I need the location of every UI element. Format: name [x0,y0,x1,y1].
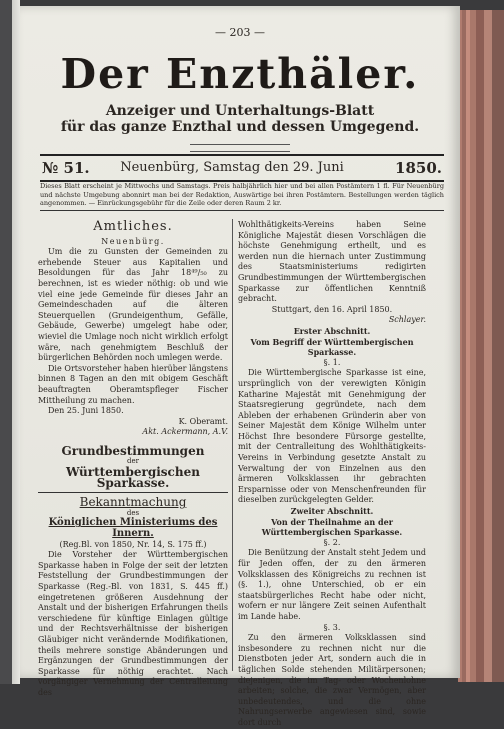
issue-year: 1850. [395,159,442,177]
paragraph: Die Württembergische Sparkasse ist eine, ursprünglich von der verewigten Königin Katharine Majestät mit Genehmigung der Staatsregierung gegründete, nach dem Ableben der erhabenen Gründerin aber von Seiner Majestät dem Könige Wilhelm unter Höchst Ihre besondere Fürsorge gestellte, mit der Centralleitung des Wohlthätigkeits-Vereins in Verbindung gesetzte Anstalt zu Verwaltung der von Einzelnen aus den ärmeren Volksklassen ihr gebrachten Ersparnisse oder von Menschenfreunden für dieselben zurückgelegten Gelder. [238,368,426,505]
date-line: Den 25. Juni 1850. [48,406,124,416]
heading-sparkasse: Württembergischen Sparkasse. [38,467,228,493]
subscription-notice: Dieses Blatt erscheint je Mittwochs und Samstags. Preis halbjährlich hier und bei allen Postämtern 1 fl. Für Neuenbürg und nächste Umgebung abonnirt man bei der Redaktion, Auswärtige bei ihren Postämtern. Bestellungen werden täglich angenommen. — Einrückungsgebühr für die Zeile oder deren Raum 2 kr. [40,182,444,211]
heading-bekanntmachung: Bekanntmachung [79,495,187,510]
register-reference: (Reg.Bl. von 1850, Nr. 14, S. 175 ff.) [59,539,207,549]
signature-office: K. Oberamt. [178,416,228,426]
place-heading: Neuenbürg. [101,236,165,246]
paragraph: Wohlthätigkeits-Vereins haben Seine Königliche Majestät diesen Vorschlägen die höchste Genehmigung ertheilt, und es werden nun die hiernach unter Zustimmung des Staatsministeriums redigirten Grundbestimmungen der Württembergischen Sparkasse zur öffentlichen Kenntniß gebracht. [238,220,426,304]
column-divider [232,219,233,671]
book-spine-edge [0,0,20,684]
section-heading-amtliches: Amtliches. [93,219,173,234]
section-label: Zweiter Abschnitt. [290,506,374,517]
paragraph-number: §. 1. [323,357,341,367]
paragraph-number: §. 3. [323,622,341,632]
place-date: Neuenbürg, Samstag den 29. Juni [120,160,344,175]
dateline [40,154,444,182]
right-column [238,220,426,729]
date-line: Stuttgart, den 16. April 1850. [271,304,393,314]
book-page-edges [458,10,504,682]
paragraph: Die Ortsvorsteher haben hierüber längstens binnen 8 Tagen an den mit obigem Geschäft beauftragten Oberamtspfleger Fischer Mittheilung zu machen. [38,363,228,405]
ornament-rule [190,144,290,152]
heading-des: des [126,508,140,517]
signature-name: Akt. Ackermann, A.V. [142,427,228,437]
heading-der: der [127,457,139,466]
section-heading: Vom Begriff der Württembergischen Sparkasse. [250,336,414,358]
heading-grundbestimmungen: Grundbestimmungen [61,443,205,458]
paragraph: Zu den ärmeren Volksklassen sind insbesondere zu rechnen nicht nur die Dienstboten jeder Art, sondern auch die in täglichen Solde stehenden Militärpersonen; diejenigen, die im Tag- oder Wochenlohne arbeiten; solche, die zwar Vermögen, aber unbedeutendes, und die ohne Nahrungserwerbe angewiesen sind, sowie dort durch [238,633,426,727]
left-column [38,220,228,699]
paragraph-number: §. 2. [323,537,341,547]
signature-name: Schlayer. [388,315,426,325]
masthead-title: Der Enzthäler. [60,50,420,98]
newspaper-page [20,6,460,727]
heading-ministerium: Königlichen Ministeriums des Innern. [48,517,218,540]
subtitle-line-2: für das ganze Enzthal und dessen Umgegend. [60,119,420,135]
paragraph: Um die zu Gunsten der Gemeinden zu erhebende Steuer aus Kapitalien und Besoldungen für das Jahr 18⁴⁹/₅₀ zu berechnen, ist es wieder nöthig: ob und wie viel eine jede Gemeinde für dieses Jahr an Gemeindeschaden auf die älteren Steuerquellen (Grundeigenthum, Gefälle, Gebäude, Gewerbe) umgelegt habe oder, wieviel die Umlage noch nicht wirklich erfolgt wäre, nach genehmigtem Beschluß der bürgerlichen Behörden noch umlegen werde. [38,247,228,363]
page-number: — 203 — [215,26,265,39]
paragraph: Die Benützung der Anstalt steht Jedem und für Jeden offen, der zu den ärmeren Volksklassen des Königreichs zu rechnen ist (§. 1.), ohne Unterschied, ob er ein staatsbürgerliches Recht habe oder nicht, wofern er nur längere Zeit seinen Aufenthalt im Lande habe. [238,548,426,621]
issue-number: № 51. [42,159,90,177]
paragraph: Die Vorsteher der Württembergischen Sparkasse haben in Folge der seit der letzten Feststellung der Grundbestimmungen der Sparkasse (Reg.-Bl. von 1831, S. 445 ff.) eingetretenen größeren Ausdehnung der Anstalt und der bisherigen Erfahrungen theils verschiedene für künftige Einlagen gültige und der Rechtsverhältnisse der bisherigen Gläubiger nicht verändernde Modifikationen, theils mehrere sonstige Abänderungen und Ergänzungen der Grundbestimmungen der Sparkasse für nöthig erachtet. Nach vorgängiger Vernehmung der Centralleitung des [38,550,228,697]
section-heading: Von der Theilnahme an der Württembergischen Sparkasse. [261,516,403,538]
subtitle-line-1: Anzeiger und Unterhaltungs-Blatt [105,103,375,119]
section-label: Erster Abschnitt. [293,325,371,336]
